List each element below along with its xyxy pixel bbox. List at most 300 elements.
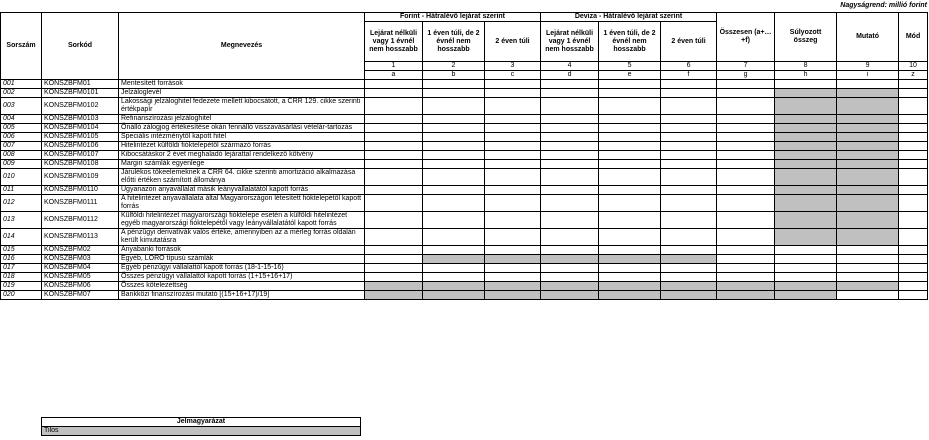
data-cell-col4[interactable]: [541, 160, 599, 169]
data-cell-col2: [423, 282, 485, 291]
data-cell-col7[interactable]: [717, 89, 775, 98]
data-cell-col6: [661, 291, 717, 300]
header-col8: Súlyozott összeg: [775, 13, 837, 62]
header-col6: 2 éven túli: [661, 22, 717, 62]
data-cell-col7[interactable]: [717, 98, 775, 115]
data-cell-col1[interactable]: [365, 195, 423, 212]
data-cell-col2[interactable]: [423, 115, 485, 124]
data-cell-col1[interactable]: [365, 212, 423, 229]
data-cell-col6[interactable]: [661, 229, 717, 246]
data-cell-col9[interactable]: [837, 255, 899, 264]
row-number: 014: [1, 229, 42, 246]
data-cell-col2[interactable]: [423, 169, 485, 186]
data-cell-col4[interactable]: [541, 212, 599, 229]
data-cell-col1[interactable]: [365, 229, 423, 246]
data-cell-col2[interactable]: [423, 195, 485, 212]
header-col9: Mutató: [837, 13, 899, 62]
row-name: Margin számlák egyenlege: [119, 160, 365, 169]
data-cell-col7[interactable]: [717, 195, 775, 212]
data-cell-col4[interactable]: [541, 264, 599, 273]
data-cell-col6[interactable]: [661, 151, 717, 160]
data-cell-col3[interactable]: [485, 273, 541, 282]
table-row: [1, 273, 928, 282]
row-code: KONSZBFM0113: [42, 229, 119, 246]
data-cell-col2[interactable]: [423, 160, 485, 169]
data-cell-col10[interactable]: [899, 115, 928, 124]
data-cell-col4: [541, 291, 599, 300]
data-cell-col4[interactable]: [541, 89, 599, 98]
data-cell-col4[interactable]: [541, 195, 599, 212]
data-cell-col7[interactable]: [717, 169, 775, 186]
data-cell-col9[interactable]: [837, 264, 899, 273]
data-cell-col5[interactable]: [599, 151, 661, 160]
data-cell-col8: [775, 291, 837, 300]
unit-note: Nagyságrend: millió forint: [840, 2, 927, 9]
row-number: 019: [1, 282, 42, 291]
data-cell-col3[interactable]: [485, 151, 541, 160]
data-cell-col7[interactable]: [717, 255, 775, 264]
data-cell-col3[interactable]: [485, 115, 541, 124]
data-cell-col6[interactable]: [661, 133, 717, 142]
data-cell-col9: [837, 282, 899, 291]
data-cell-col3[interactable]: [485, 133, 541, 142]
data-cell-col7[interactable]: [717, 246, 775, 255]
data-cell-col4[interactable]: [541, 98, 599, 115]
row-number: 015: [1, 246, 42, 255]
row-name: Ugyanazon anyavállalat másik leányvállalatától kapott forrás: [119, 186, 365, 195]
data-cell-col10[interactable]: [899, 282, 928, 291]
row-name: Kibocsátáskor 2 évet meghaladó lejárattal rendelkező kötvény: [119, 151, 365, 160]
data-cell-col3[interactable]: [485, 98, 541, 115]
header-sorszam: Sorszám: [1, 13, 42, 80]
data-cell-col7[interactable]: [717, 133, 775, 142]
data-cell-col4[interactable]: [541, 124, 599, 133]
data-cell-col1: [365, 291, 423, 300]
data-cell-col5: [599, 291, 661, 300]
data-cell-col5[interactable]: [599, 124, 661, 133]
data-cell-col10[interactable]: [899, 142, 928, 151]
row-code: KONSZBFM0108: [42, 160, 119, 169]
data-cell-col9: [837, 229, 899, 246]
data-cell-col9: [837, 124, 899, 133]
data-cell-col10[interactable]: [899, 133, 928, 142]
data-cell-col4[interactable]: [541, 273, 599, 282]
row-code: KONSZBFM0104: [42, 124, 119, 133]
data-cell-col3[interactable]: [485, 186, 541, 195]
data-cell-col3[interactable]: [485, 195, 541, 212]
column-letter-8: h: [775, 71, 837, 80]
row-code: KONSZBFM0110: [42, 186, 119, 195]
data-cell-col5[interactable]: [599, 142, 661, 151]
column-letter-7: g: [717, 71, 775, 80]
data-cell-col8[interactable]: [775, 255, 837, 264]
data-cell-col3[interactable]: [485, 246, 541, 255]
data-cell-col8: [775, 282, 837, 291]
header-col10: Mód: [899, 13, 928, 62]
row-number: 012: [1, 195, 42, 212]
data-cell-col4[interactable]: [541, 229, 599, 246]
table-row: [1, 282, 928, 291]
data-cell-col5[interactable]: [599, 80, 661, 89]
table-row: [1, 89, 928, 98]
data-cell-col1[interactable]: [365, 124, 423, 133]
data-cell-col10[interactable]: [899, 169, 928, 186]
row-number: 007: [1, 142, 42, 151]
table-row: [1, 115, 928, 124]
table-row: [1, 169, 928, 186]
data-cell-col6[interactable]: [661, 195, 717, 212]
data-cell-col5[interactable]: [599, 160, 661, 169]
data-cell-col7[interactable]: [717, 273, 775, 282]
data-cell-col2[interactable]: [423, 246, 485, 255]
data-cell-col3[interactable]: [485, 142, 541, 151]
row-number: 004: [1, 115, 42, 124]
data-cell-col9: [837, 133, 899, 142]
data-cell-col7[interactable]: [717, 229, 775, 246]
data-cell-col1[interactable]: [365, 255, 423, 264]
data-cell-col10[interactable]: [899, 80, 928, 89]
data-cell-col5[interactable]: [599, 186, 661, 195]
row-name: Járulékos tőkeelemeknek a CRR 64. cikke szerinti amortizáció alkalmazása előtti értéken számított állománya: [119, 169, 365, 186]
data-cell-col4[interactable]: [541, 133, 599, 142]
data-cell-col6: [661, 255, 717, 264]
data-cell-col6[interactable]: [661, 89, 717, 98]
data-cell-col9: [837, 89, 899, 98]
row-name: Speciális intézménytől kapott hitel: [119, 133, 365, 142]
column-number-5: 5: [599, 62, 661, 71]
row-number: 016: [1, 255, 42, 264]
header-deviza-group: Deviza - Hátralévő lejárat szerint: [541, 13, 717, 22]
row-code: KONSZBFM01: [42, 80, 119, 89]
data-cell-col5[interactable]: [599, 273, 661, 282]
column-number-1: 1: [365, 62, 423, 71]
data-cell-col2[interactable]: [423, 133, 485, 142]
data-cell-col4[interactable]: [541, 246, 599, 255]
data-cell-col10[interactable]: [899, 229, 928, 246]
data-cell-col2[interactable]: [423, 229, 485, 246]
data-cell-col6[interactable]: [661, 80, 717, 89]
data-cell-col1[interactable]: [365, 142, 423, 151]
row-name: Refinanszírozási jelzáloghitel: [119, 115, 365, 124]
data-cell-col8[interactable]: [775, 273, 837, 282]
table-row: [1, 195, 928, 212]
data-cell-col10[interactable]: [899, 195, 928, 212]
data-cell-col2[interactable]: [423, 142, 485, 151]
data-cell-col3[interactable]: [485, 229, 541, 246]
data-cell-col3: [485, 291, 541, 300]
table-row: [1, 264, 928, 273]
table-row: [1, 133, 928, 142]
data-cell-col6[interactable]: [661, 186, 717, 195]
column-number-7: 7: [717, 62, 775, 71]
data-cell-col10[interactable]: [899, 151, 928, 160]
data-cell-col4[interactable]: [541, 142, 599, 151]
table-row: [1, 142, 928, 151]
data-cell-col6[interactable]: [661, 98, 717, 115]
data-cell-col9[interactable]: [837, 80, 899, 89]
data-cell-col3[interactable]: [485, 264, 541, 273]
data-cell-col8: [775, 98, 837, 115]
header-col5: 1 éven túli, de 2 évnél nem hosszabb: [599, 22, 661, 62]
data-cell-col7[interactable]: [717, 160, 775, 169]
data-cell-col8[interactable]: [775, 246, 837, 255]
data-cell-col5[interactable]: [599, 229, 661, 246]
column-number-3: 3: [485, 62, 541, 71]
data-cell-col6: [661, 282, 717, 291]
column-number-4: 4: [541, 62, 599, 71]
data-cell-col9: [837, 195, 899, 212]
row-name: Összes pénzügyi vállalattól kapott forrás (1+15+16+17): [119, 273, 365, 282]
data-cell-col2: [423, 255, 485, 264]
data-cell-col1[interactable]: [365, 80, 423, 89]
data-cell-col4[interactable]: [541, 80, 599, 89]
column-letter-2: b: [423, 71, 485, 80]
data-cell-col2[interactable]: [423, 186, 485, 195]
data-cell-col1[interactable]: [365, 89, 423, 98]
data-cell-col8: [775, 186, 837, 195]
table-row: [1, 80, 928, 89]
data-cell-col2[interactable]: [423, 151, 485, 160]
data-cell-col8[interactable]: [775, 80, 837, 89]
data-cell-col3: [485, 255, 541, 264]
header-col4: Lejárat nélküli vagy 1 évnél nem hosszabb: [541, 22, 599, 62]
data-cell-col6[interactable]: [661, 142, 717, 151]
data-cell-col5: [599, 282, 661, 291]
row-code: KONSZBFM07: [42, 291, 119, 300]
data-cell-col6[interactable]: [661, 212, 717, 229]
data-cell-col4[interactable]: [541, 151, 599, 160]
column-number-9: 9: [837, 62, 899, 71]
data-cell-col3[interactable]: [485, 212, 541, 229]
data-cell-col1: [365, 282, 423, 291]
data-cell-col9: [837, 151, 899, 160]
data-cell-col10[interactable]: [899, 89, 928, 98]
data-cell-col9: [837, 160, 899, 169]
data-cell-col7[interactable]: [717, 264, 775, 273]
row-name: Hitelintézet külföldi fióktelepétől származó forrás: [119, 142, 365, 151]
data-cell-col10[interactable]: [899, 98, 928, 115]
data-cell-col1[interactable]: [365, 98, 423, 115]
data-cell-col10[interactable]: [899, 124, 928, 133]
data-cell-col3: [485, 282, 541, 291]
row-code: KONSZBFM0102: [42, 98, 119, 115]
column-number-6: 6: [661, 62, 717, 71]
data-cell-col3[interactable]: [485, 160, 541, 169]
header-sorkod: Sorkód: [42, 13, 119, 80]
data-cell-col10[interactable]: [899, 255, 928, 264]
data-cell-col1[interactable]: [365, 246, 423, 255]
legend-table: [41, 417, 361, 436]
data-cell-col3[interactable]: [485, 89, 541, 98]
data-cell-col8: [775, 115, 837, 124]
data-cell-col2[interactable]: [423, 212, 485, 229]
data-cell-col10[interactable]: [899, 246, 928, 255]
data-cell-col9: [837, 186, 899, 195]
row-code: KONSZBFM0105: [42, 133, 119, 142]
data-cell-col2[interactable]: [423, 80, 485, 89]
column-letter-5: e: [599, 71, 661, 80]
row-code: KONSZBFM0109: [42, 169, 119, 186]
data-cell-col8: [775, 142, 837, 151]
column-letter-3: c: [485, 71, 541, 80]
header-col1: Lejárat nélküli vagy 1 évnél nem hosszabb: [365, 22, 423, 62]
data-cell-col2[interactable]: [423, 264, 485, 273]
data-cell-col1[interactable]: [365, 115, 423, 124]
data-cell-col9[interactable]: [837, 291, 899, 300]
data-cell-col5[interactable]: [599, 169, 661, 186]
row-name: Külföldi hitelintézet magyarországi fióktelepe esetén a külföldi hitelintézet egyéb magyarországi fióktelepétől vagy leányvállalatától kapott forrás: [119, 212, 365, 229]
data-cell-col7[interactable]: [717, 142, 775, 151]
table-row: [1, 255, 928, 264]
row-number: 009: [1, 160, 42, 169]
row-name: Mentesített források: [119, 80, 365, 89]
data-cell-col10[interactable]: [899, 186, 928, 195]
data-cell-col2[interactable]: [423, 98, 485, 115]
data-cell-col9: [837, 169, 899, 186]
data-cell-col5[interactable]: [599, 89, 661, 98]
data-cell-col5[interactable]: [599, 212, 661, 229]
data-cell-col8: [775, 195, 837, 212]
data-cell-col4: [541, 255, 599, 264]
row-number: 003: [1, 98, 42, 115]
row-number: 006: [1, 133, 42, 142]
header-megnevezes: Megnevezés: [119, 13, 365, 80]
legend-tilos-swatch: Tilos: [42, 427, 361, 436]
table-row: [1, 186, 928, 195]
row-number: 008: [1, 151, 42, 160]
data-cell-col9[interactable]: [837, 273, 899, 282]
data-cell-col2[interactable]: [423, 89, 485, 98]
data-cell-col5[interactable]: [599, 133, 661, 142]
table-row: [1, 98, 928, 115]
data-cell-col5[interactable]: [599, 264, 661, 273]
row-name: Önálló zálogjog értékesítése okán fennálló visszavásárlási vételár-tartozás: [119, 124, 365, 133]
data-cell-col7[interactable]: [717, 80, 775, 89]
data-cell-col7[interactable]: [717, 124, 775, 133]
header-col7: Összesen (a+…+f): [717, 13, 775, 62]
row-code: KONSZBFM04: [42, 264, 119, 273]
header-col2: 1 éven túli, de 2 évnél nem hosszabb: [423, 22, 485, 62]
data-cell-col6[interactable]: [661, 160, 717, 169]
data-cell-col6[interactable]: [661, 273, 717, 282]
table-row: [1, 246, 928, 255]
data-cell-col6[interactable]: [661, 169, 717, 186]
data-cell-col5[interactable]: [599, 98, 661, 115]
row-number: 001: [1, 80, 42, 89]
data-cell-col1[interactable]: [365, 186, 423, 195]
data-cell-col9[interactable]: [837, 246, 899, 255]
data-cell-col10[interactable]: [899, 212, 928, 229]
data-cell-col5: [599, 255, 661, 264]
liquidity-table: [0, 12, 928, 300]
data-cell-col8: [775, 212, 837, 229]
data-cell-col4[interactable]: [541, 169, 599, 186]
row-name: Anyabanki források: [119, 246, 365, 255]
row-number: 018: [1, 273, 42, 282]
column-letter-9: i: [837, 71, 899, 80]
column-letter-10: z: [899, 71, 928, 80]
data-cell-col1[interactable]: [365, 160, 423, 169]
data-cell-col1[interactable]: [365, 264, 423, 273]
data-cell-col6[interactable]: [661, 246, 717, 255]
data-cell-col1[interactable]: [365, 273, 423, 282]
legend-title: Jelmagyarázat: [42, 418, 361, 427]
column-letter-6: f: [661, 71, 717, 80]
data-cell-col8[interactable]: [775, 264, 837, 273]
data-cell-col7: [717, 291, 775, 300]
data-cell-col8: [775, 151, 837, 160]
data-cell-col6[interactable]: [661, 124, 717, 133]
data-cell-col3[interactable]: [485, 124, 541, 133]
row-name: Bankközi finanszírozási mutató [(15+16+17)/19]: [119, 291, 365, 300]
row-number: 011: [1, 186, 42, 195]
data-cell-col2[interactable]: [423, 124, 485, 133]
data-cell-col7[interactable]: [717, 186, 775, 195]
data-cell-col2[interactable]: [423, 273, 485, 282]
row-number: 010: [1, 169, 42, 186]
data-cell-col9: [837, 115, 899, 124]
row-code: KONSZBFM0106: [42, 142, 119, 151]
data-cell-col1[interactable]: [365, 151, 423, 160]
row-name: A pénzügyi derivatívák valós értéke, amennyiben az a mérleg forrás oldalán került kimutatásra: [119, 229, 365, 246]
data-cell-col4[interactable]: [541, 186, 599, 195]
data-cell-col10[interactable]: [899, 291, 928, 300]
data-cell-col10[interactable]: [899, 264, 928, 273]
column-number-8: 8: [775, 62, 837, 71]
table-row: [1, 151, 928, 160]
data-cell-col4[interactable]: [541, 115, 599, 124]
row-code: KONSZBFM02: [42, 246, 119, 255]
column-letter-1: a: [365, 71, 423, 80]
data-cell-col3[interactable]: [485, 169, 541, 186]
data-cell-col10[interactable]: [899, 160, 928, 169]
data-cell-col7: [717, 282, 775, 291]
row-name: A hitelintézet anyavállalata által Magyarországon létesített fióktelepétől kapott forrás: [119, 195, 365, 212]
data-cell-col8: [775, 169, 837, 186]
row-number: 002: [1, 89, 42, 98]
data-cell-col8: [775, 124, 837, 133]
data-cell-col1[interactable]: [365, 133, 423, 142]
data-cell-col10[interactable]: [899, 273, 928, 282]
data-cell-col1[interactable]: [365, 169, 423, 186]
data-cell-col7[interactable]: [717, 115, 775, 124]
data-cell-col8: [775, 229, 837, 246]
table-row: [1, 291, 928, 300]
data-cell-col8: [775, 133, 837, 142]
row-code: KONSZBFM0103: [42, 115, 119, 124]
row-name: Összes kötelezettség: [119, 282, 365, 291]
data-cell-col3[interactable]: [485, 80, 541, 89]
data-cell-col2: [423, 291, 485, 300]
data-cell-col5[interactable]: [599, 115, 661, 124]
data-cell-col7[interactable]: [717, 212, 775, 229]
data-cell-col9: [837, 212, 899, 229]
data-cell-col7[interactable]: [717, 151, 775, 160]
table-row: [1, 229, 928, 246]
column-number-10: 10: [899, 62, 928, 71]
data-cell-col8: [775, 89, 837, 98]
row-code: KONSZBFM05: [42, 273, 119, 282]
row-number: 013: [1, 212, 42, 229]
row-name: Lakossági jelzáloghitel fedezete mellett kibocsátott, a CRR 129. cikke szerinti értékpapír: [119, 98, 365, 115]
header-forint-group: Forint - Hátralévő lejárat szerint: [365, 13, 541, 22]
data-cell-col9: [837, 142, 899, 151]
table-row: [1, 124, 928, 133]
data-cell-col6[interactable]: [661, 115, 717, 124]
data-cell-col6[interactable]: [661, 264, 717, 273]
data-cell-col5[interactable]: [599, 195, 661, 212]
data-cell-col5[interactable]: [599, 246, 661, 255]
